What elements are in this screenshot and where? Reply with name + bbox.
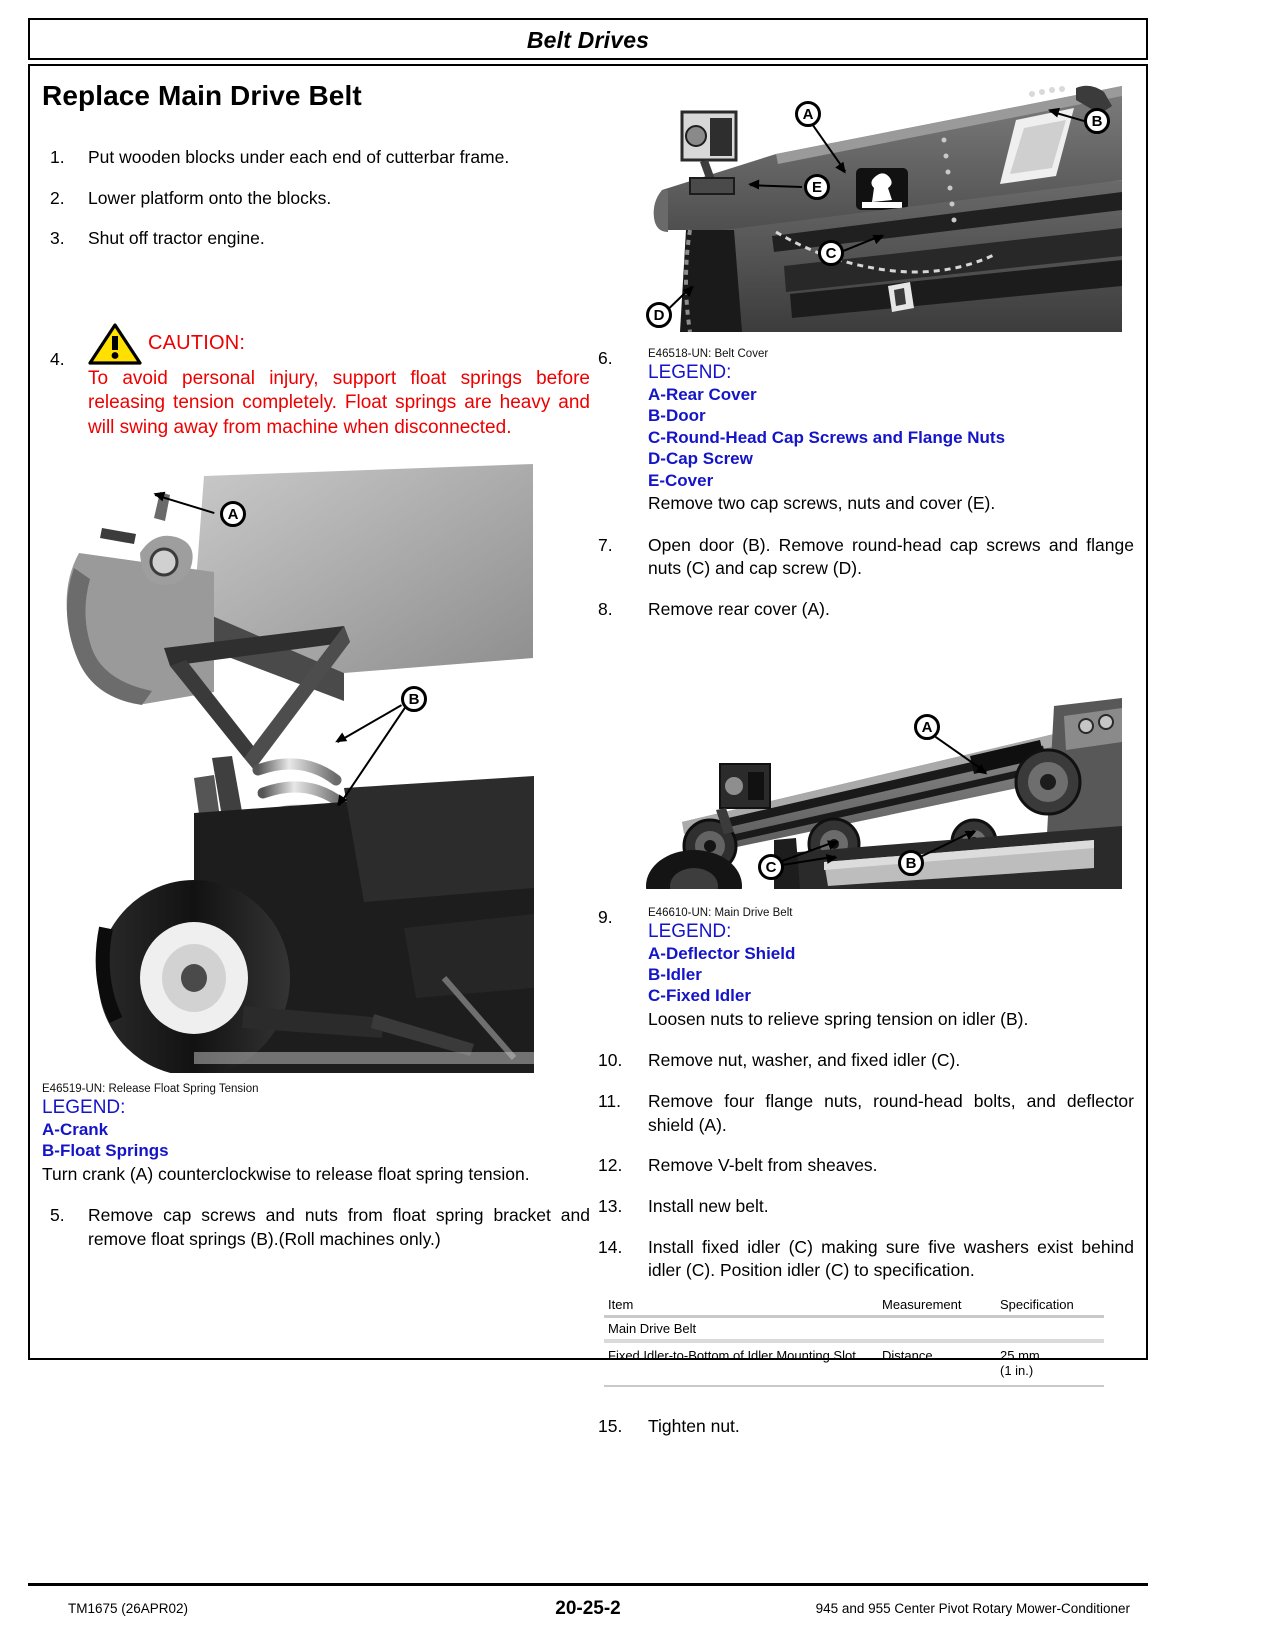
legend-item-c: C-Fixed Idler <box>648 986 751 1006</box>
legend-item-b: B-Door <box>648 406 706 426</box>
footer-model-name: 945 and 955 Center Pivot Rotary Mower-Conditioner <box>815 1601 1130 1616</box>
callout-d: D <box>646 302 672 328</box>
step-text: Lower platform onto the blocks. <box>88 187 332 208</box>
cell-measurement: Distance <box>878 1341 996 1386</box>
photo-belt-cover <box>624 80 1122 332</box>
figure-release-float-spring-tension <box>42 458 590 1186</box>
step-number: 1. <box>50 147 65 167</box>
legend-item-d: D-Cap Screw <box>648 449 753 469</box>
caution-text: To avoid personal injury, support float springs before releasing tension completely. Float springs are heavy and will swing away from machine when disconnected. <box>88 367 590 438</box>
procedure-step-8 <box>592 598 1134 622</box>
step-number: 15. <box>598 1415 623 1436</box>
right-column <box>592 80 1134 1456</box>
page-footer <box>28 1597 1148 1627</box>
callout-c: C <box>818 240 844 266</box>
procedure-step-6 <box>592 348 1134 516</box>
legend-item-b: B-Idler <box>648 964 702 984</box>
step-number: 5. <box>50 1205 65 1226</box>
photo-float-springs <box>44 458 534 1073</box>
photo-belt-cover-graphic <box>624 80 1122 332</box>
step-number: 8. <box>598 598 613 619</box>
callout-b: B <box>898 850 924 876</box>
callout-a: A <box>795 101 821 127</box>
page-title: Replace Main Drive Belt <box>42 80 362 111</box>
step-text: Shut off tractor engine. <box>88 228 265 249</box>
procedure-step-15 <box>592 1415 1134 1439</box>
table-header-row <box>604 1295 1104 1317</box>
step-text: Put wooden blocks under each end of cutterbar frame. <box>88 147 510 167</box>
spec-metric: 25 mm <box>1000 1347 1040 1363</box>
photo-main-drive-belt <box>624 664 1122 889</box>
footer-page-number: 20-25-2 <box>555 1598 621 1619</box>
procedure-step-14 <box>592 1236 1134 1283</box>
column-header-measurement: Measurement <box>878 1295 996 1317</box>
legend-item-b: B-Float Springs <box>42 1141 169 1161</box>
step-number: 11. <box>598 1091 622 1111</box>
step-number: 14. <box>598 1236 623 1257</box>
step-text: Remove nut, washer, and fixed idler (C). <box>648 1050 961 1071</box>
step-text: Install new belt. <box>648 1195 769 1216</box>
callout-c: C <box>758 854 784 880</box>
footer-divider <box>28 1583 1148 1586</box>
legend-title: LEGEND: <box>648 362 732 383</box>
figure-belt-cover <box>592 80 1134 332</box>
warning-triangle-icon <box>88 323 142 365</box>
procedure-step-11 <box>592 1090 1134 1137</box>
footer-manual-id: TM1675 (26APR02) <box>68 1601 189 1616</box>
figure-caption: E46518-UN: Belt Cover <box>648 348 769 360</box>
legend-title: LEGEND: <box>42 1096 126 1118</box>
column-header-item: Item <box>604 1295 878 1317</box>
legend-item-a: A-Rear Cover <box>648 385 757 404</box>
table-group-row <box>604 1316 1104 1341</box>
step-number: 6. <box>598 348 613 368</box>
spec-imperial: (1 in.) <box>1000 1363 1034 1379</box>
procedure-step-5 <box>42 1204 590 1251</box>
photo-float-springs-graphic <box>44 458 534 1073</box>
figure-caption: E46610-UN: Main Drive Belt <box>648 906 793 919</box>
step-text: Install fixed idler (C) making sure five washers exist behind idler (C). Position idler (C) to specification. <box>648 1236 1134 1281</box>
step-text: Loosen nuts to relieve spring tension on idler (B). <box>648 1008 1029 1029</box>
callout-b: B <box>401 686 427 712</box>
step-text: Remove two cap screws, nuts and cover (E). <box>648 493 996 514</box>
photo-main-drive-belt-graphic <box>624 664 1122 889</box>
caution-block <box>42 323 590 440</box>
step-text: Remove V-belt from sheaves. <box>648 1155 878 1176</box>
cell-specification <box>996 1341 1104 1386</box>
header-title: Belt Drives <box>526 27 650 53</box>
step-number: 4. <box>50 348 65 369</box>
caution-label: CAUTION: <box>148 332 246 355</box>
callout-e: E <box>804 174 830 200</box>
procedure-step-9 <box>592 907 1134 1032</box>
step-number: 12. <box>598 1155 623 1176</box>
procedure-step-13 <box>592 1195 1134 1219</box>
step-text: Tighten nut. <box>648 1415 740 1436</box>
step-text: Remove cap screws and nuts from float spring bracket and remove float springs (B).(Roll machines only.) <box>88 1205 590 1249</box>
figure-after-text: Turn crank (A) counterclockwise to release float spring tension. <box>42 1163 530 1184</box>
callout-b: B <box>1084 108 1110 134</box>
step-text: Remove four flange nuts, round-head bolts, and deflector shield (A). <box>648 1091 1134 1135</box>
legend-item-a: A-Deflector Shield <box>648 943 796 963</box>
legend-item-a: A-Crank <box>42 1119 109 1139</box>
procedure-step-10 <box>592 1049 1134 1073</box>
table-row <box>604 1341 1104 1386</box>
page-header <box>28 18 1148 60</box>
procedure-step-3 <box>42 227 590 251</box>
step-number: 7. <box>598 534 613 555</box>
group-spacer-2 <box>996 1316 1104 1341</box>
specification-table <box>604 1295 1104 1387</box>
step-number: 3. <box>50 228 65 249</box>
left-column <box>42 80 590 1269</box>
legend-item-e: E-Cover <box>648 470 714 490</box>
procedure-step-2 <box>42 187 590 211</box>
step-number: 9. <box>598 906 613 927</box>
procedure-step-7 <box>592 534 1134 581</box>
legend-title: LEGEND: <box>648 920 732 942</box>
step-number: 10. <box>598 1050 623 1071</box>
callout-a: A <box>914 714 940 740</box>
step-text: Open door (B). Remove round-head cap screws and flange nuts (C) and cap screw (D). <box>648 534 1134 579</box>
legend-item-c: C-Round-Head Cap Screws and Flange Nuts <box>648 427 1006 447</box>
figure-main-drive-belt <box>592 664 1134 889</box>
group-label: Main Drive Belt <box>604 1316 878 1341</box>
step-number: 13. <box>598 1195 623 1216</box>
cell-item: Fixed Idler-to-Bottom of Idler Mounting Slot <box>604 1341 878 1386</box>
column-header-specification: Specification <box>996 1295 1104 1317</box>
callout-a: A <box>220 501 246 527</box>
step-text: Remove rear cover (A). <box>648 598 830 619</box>
procedure-step-12 <box>592 1154 1134 1178</box>
step-number: 2. <box>50 187 65 208</box>
figure-caption: E46519-UN: Release Float Spring Tension <box>42 1082 259 1095</box>
procedure-step-1 <box>42 146 590 170</box>
caution-header <box>88 323 590 365</box>
group-spacer <box>878 1316 996 1341</box>
